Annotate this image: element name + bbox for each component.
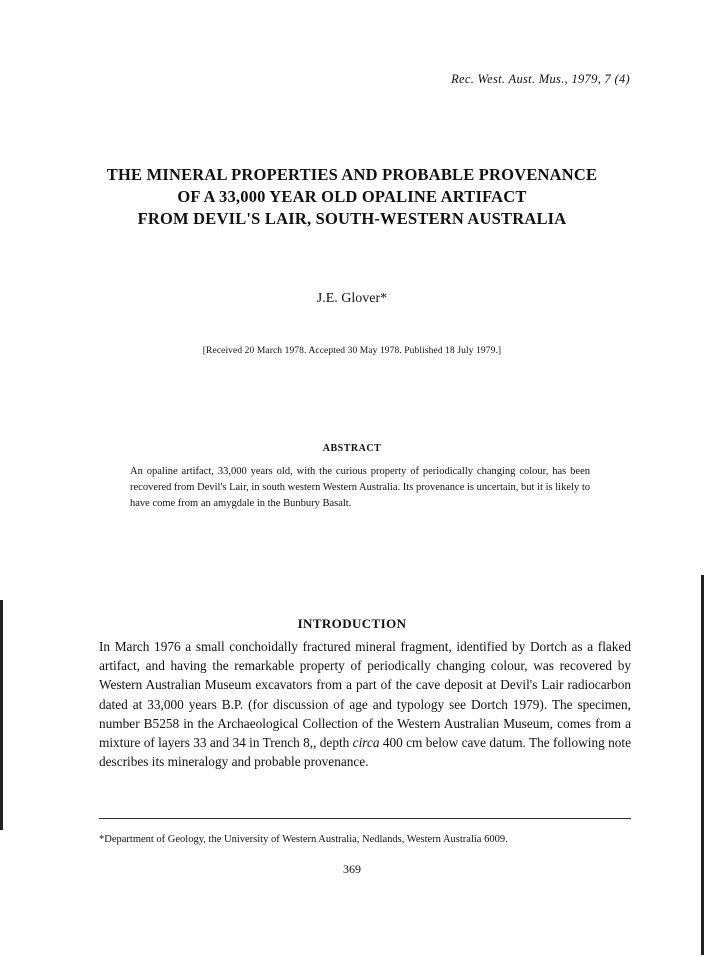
page-number: 369 (343, 862, 361, 876)
scan-edge-left (0, 600, 3, 830)
title-line-2: OF A 33,000 YEAR OLD OPALINE ARTIFACT (177, 187, 527, 206)
abstract-text: An opaline artifact, 33,000 years old, with the curious property of periodically changing colour, has been recovered from Devil's Lair, in south western Western Australia. Its provenance is uncertain, but it is likely to have come from an amygdale in the Bunbury Basalt. (130, 466, 590, 509)
received-dates: [Received 20 March 1978. Accepted 30 May 1978. Published 18 July 1979.] (202, 346, 502, 356)
abstract-heading: ABSTRACT (322, 443, 382, 454)
journal-reference: Rec. West. Aust. Mus., 1979, 7 (4) (451, 72, 630, 86)
paper-title (60, 164, 644, 230)
introduction-text (99, 637, 631, 771)
introduction-heading: INTRODUCTION (297, 616, 407, 631)
author-name: J.E. Glover* (316, 291, 388, 306)
title-line-3: FROM DEVIL'S LAIR, SOUTH-WESTERN AUSTRALIA (137, 209, 567, 228)
intro-italic-term: circa (352, 735, 380, 751)
title-line-1: THE MINERAL PROPERTIES AND PROBABLE PROVENANCE (106, 165, 598, 184)
intro-text-part-2: 400 cm below cave datum. The following note describes its mineralogy and probable provenance. (99, 735, 631, 770)
intro-text-part-1: In March 1976 a small conchoidally fractured mineral fragment, identified by Dortch as a flaked artifact, and having the remarkable property of periodically changing colour, was recovered by Western Australian Museum excavators from a part of the cave deposit at Devil's Lair radiocarbon dated at 33,000 years B.P. (for discussion of age and typology see Dortch 1979). The specimen, number B5258 in the Archaeological Collection of the Western Australian Museum, comes from a mixture of layers 33 and 34 in Trench 8,, depth (99, 639, 631, 751)
footnote-divider (99, 818, 631, 819)
author-affiliation-footnote: *Department of Geology, the University of Western Australia, Nedlands, Western Australia 6009. (99, 834, 508, 845)
